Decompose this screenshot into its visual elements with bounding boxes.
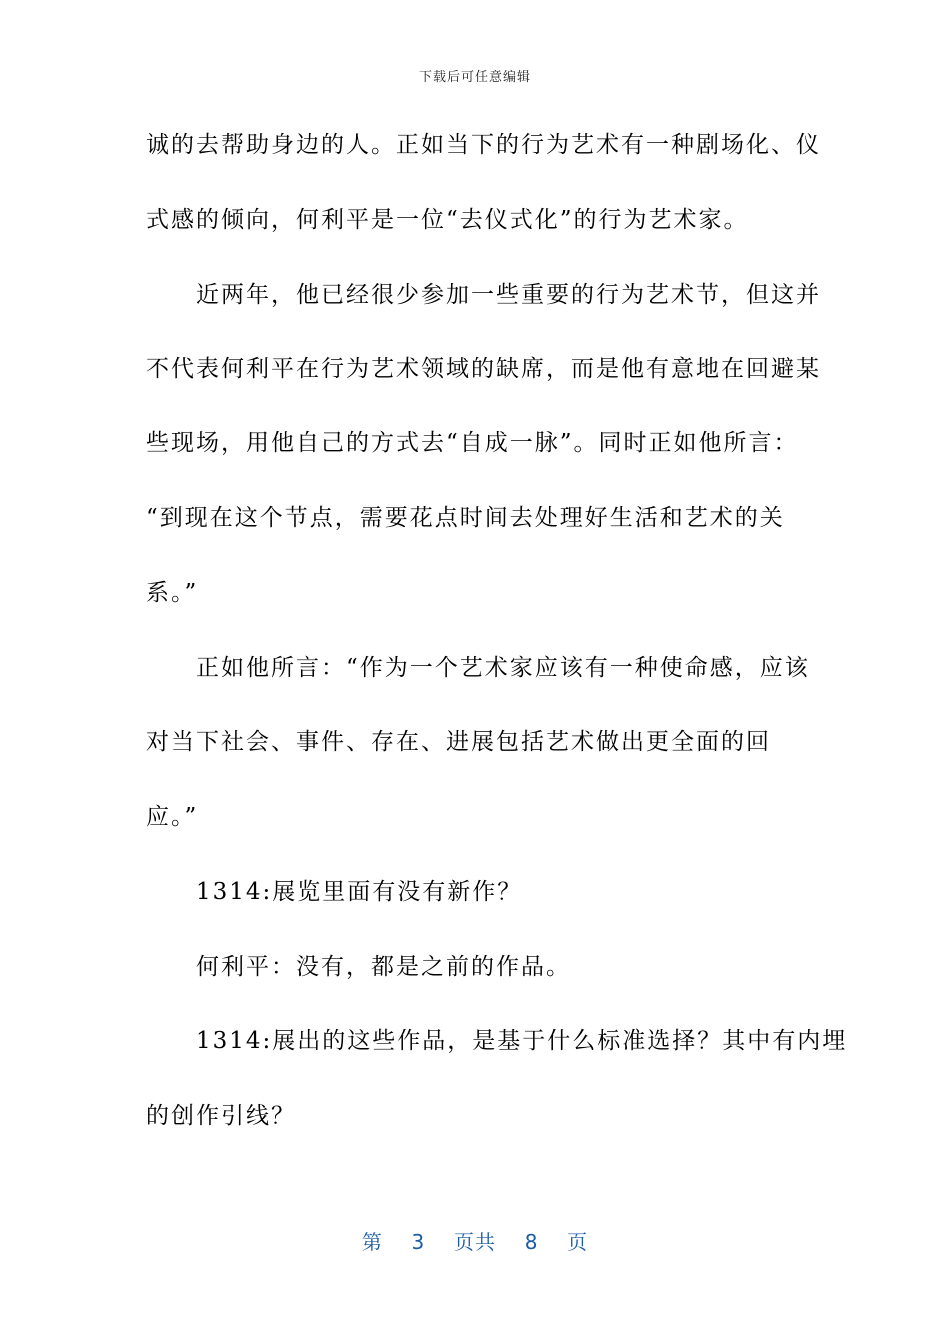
body-line: 对当下社会、事件、存在、进展包括艺术做出更全面的回: [146, 729, 771, 755]
body-line: 1314:展出的这些作品，是基于什么标准选择？其中有内埋: [146, 1028, 848, 1054]
body-line: 的创作引线？: [146, 1103, 296, 1129]
footer-total-prefix: 页共: [454, 1230, 496, 1254]
body-line: 正如他所言：“作为一个艺术家应该有一种使命感，应该: [146, 655, 810, 681]
footer-total-suffix: 页: [567, 1230, 589, 1254]
body-line: 1314:展览里面有没有新作？: [146, 879, 523, 905]
page-footer: [0, 1226, 950, 1255]
body-line: 不代表何利平在行为艺术领域的缺席，而是他有意地在回避某: [146, 356, 821, 382]
body-line: “到现在这个节点，需要花点时间去处理好生活和艺术的关: [146, 505, 785, 531]
page-header-note: 下载后可任意编辑: [418, 70, 531, 85]
body-line: 系。”: [146, 580, 199, 606]
body-line: 些现场，用他自己的方式去“自成一脉”。同时正如他所言：: [146, 430, 799, 456]
body-line: 何利平：没有，都是之前的作品。: [146, 954, 571, 980]
footer-current-page: 3: [411, 1230, 426, 1254]
body-line: 应。”: [146, 804, 199, 830]
footer-total-pages: 8: [524, 1230, 539, 1254]
body-line: 式感的倾向，何利平是一位“去仪式化”的行为艺术家。: [146, 207, 749, 233]
body-line: 近两年，他已经很少参加一些重要的行为艺术节，但这并: [146, 282, 821, 308]
body-line: 诚的去帮助身边的人。正如当下的行为艺术有一种剧场化、仪: [146, 132, 821, 158]
footer-page-label: 第: [361, 1230, 383, 1254]
